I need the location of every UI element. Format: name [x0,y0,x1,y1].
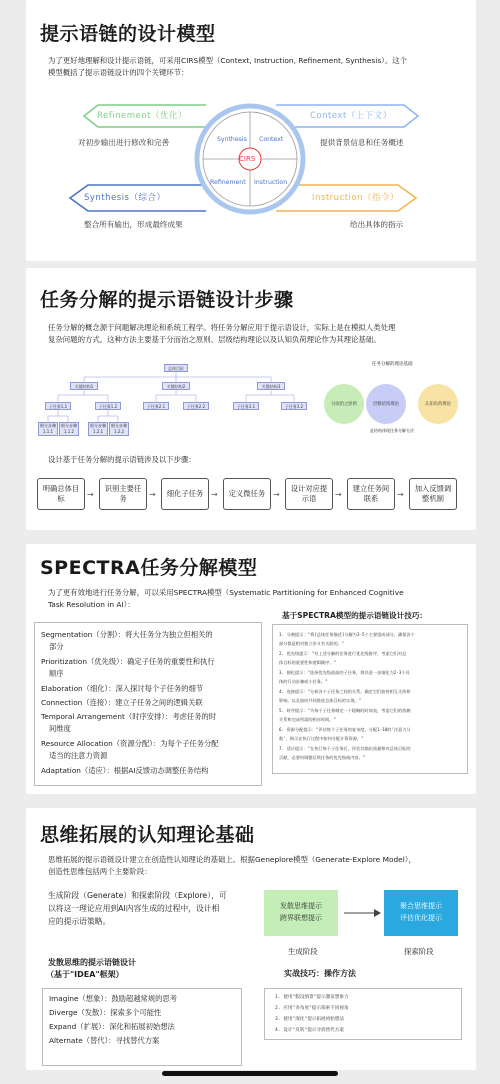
tree-l2-5: 子任务3.1 [233,402,259,410]
step-6: 建立任务间联系 [347,478,395,510]
cirs-title: 提示语链的设计模型 [40,23,216,45]
idea-list-box [42,988,242,1066]
generate-box [264,890,338,936]
cirs-intro-line2: 模型概括了提示语链设计的四个关键环节： [48,68,189,77]
tree-l1-3: 关键结构3 [257,382,285,390]
task-decomp-intro-line1: 任务分解的概念源于问题解决理论和系统工程学。将任务分解应用于提示语设计，实际上是在模拟人类处理 [48,323,396,332]
cirs-q-refinement: Refinement [210,179,246,186]
cirs-q-synthesis: Synthesis [217,136,247,143]
cognitive-intro-line1: 思维拓展的提示语链设计建立在创造性认知理论的基础上。根据Geneplore模型（Generate-Explore Model）， [48,855,416,864]
spectra-title: SPECTRA任务分解模型 [40,557,258,579]
cognitive-intro-line2: 创造性思维包括两个主要阶段： [48,867,152,876]
spectra-item: Adaptation（适应）：根据AI反馈动态调整任务结构 [41,766,209,775]
spectra-item-cont: 顺序 [49,669,64,678]
tree-l2-2: 子任务1.2 [95,402,121,410]
tip-line: 贡献，必要时调整后续任务的优先级或内容。" [279,755,366,760]
venn-circle-2: 层级结构理论 [366,384,406,424]
spectra-intro-line1: 为了更有效地进行任务分解，可以采用SPECTRA模型（Systematic Partitioning for Enhanced Cognitive [48,588,404,597]
spectra-item-cont: 适当的注意力资源 [49,751,108,760]
context-label: Context（上下文） [310,111,392,121]
refinement-label: Refinement（优化） [97,111,187,121]
instruction-label: Instruction（指令） [312,193,399,203]
explore-box [384,890,458,936]
venn-caption: 此结构体现任务分解方法 [370,428,414,433]
tip-line: 2. 优先级提示："对上述分解的任务进行优先级排序，考虑它们对总 [279,651,407,656]
tree-l2-6: 子任务3.2 [281,402,307,410]
task-decomp-intro-line2: 复杂问题的方式。这种方法主要基于分而治之原则、层级结构理论以及认知负荷理论作为其理论基础。 [48,335,381,344]
tree-l3-2: 细分步骤1.1.2 [61,423,77,434]
tree-l3-3: 细分步骤1.2.1 [90,423,106,434]
spectra-list-box [34,622,262,786]
cognitive-para-line2: 以将这一理论应用到AI内容生成的过程中，设计相 [48,904,220,913]
spectra-tips-box [272,624,468,774]
step-7: 加入反馈调整机制 [409,478,457,510]
practice-tip: 1. 使用"假设情景"提示激发想象力 [275,995,349,1000]
tree-l3-1: 细分步骤1.1.1 [40,423,56,434]
idea-item: Alternate（替代）：寻找替代方案 [49,1036,160,1045]
step-5: 设计对应提示语 [285,478,333,510]
tree-l2-4: 子任务2.2 [183,402,209,410]
cirs-q-context: Context [259,136,284,143]
idea-item: Expand（扩展）：深化和拓展初始想法 [49,1022,175,1031]
venn-circle-3: 认知负荷理论 [418,384,458,424]
spectra-item: Elaboration（细化）：深入探讨每个子任务的细节 [41,684,204,693]
spectra-item: Temporal Arrangement（时序安排）：考虑任务的时 [41,712,217,721]
explore-label: 探索阶段 [404,947,434,956]
spectra-item: Resource Allocation（资源分配）：为每个子任务分配 [41,739,219,748]
spectra-tips-title: 基于SPECTRA模型的提示语链设计技巧： [282,611,428,620]
spectra-item: Segmentation（分割）：将大任务分为独立但相关的 [41,630,213,639]
spectra-intro-line2: Task Resolution in AI）： [48,600,135,609]
context-desc: 提供背景信息和任务概述 [320,138,404,147]
explore-box-line: 评估优化提示 [400,914,442,922]
cognitive-title: 思维拓展的认知理论基础 [40,824,255,846]
idea-item: Imagine（想象）：鼓励超越常规的思考 [49,994,178,1003]
tree-l1-2: 关键结构2 [162,382,190,390]
idea-title-line2: （基于"IDEA"框架） [46,970,124,979]
tip-line: 7. 适应提示："在执行每个子任务后，评估其输出质量和对总体目标的 [279,746,411,751]
cirs-card [26,0,476,261]
generate-explore-arrow-icon [342,906,382,920]
cognitive-para-line1: 生成阶段（Generate）和探索阶段（Explore），可 [48,891,227,900]
tip-line: 部分都是相对独立但又有关联的。" [279,641,345,646]
generate-box-line: 跨界联想提示 [280,914,322,922]
step-4: 定义微任务 [223,478,271,510]
practice-tip: 2. 应用"多角度"提示探索不同视角 [275,1006,349,1011]
tree-l2-1: 子任务1.1 [45,402,71,410]
explore-box-line: 聚合思维提示 [400,902,442,910]
tree-l2-3: 子任务2.1 [143,402,169,410]
spectra-item-cont: 部分 [49,642,64,651]
tip-line: 体目标的重要性和逻辑顺序。" [279,660,336,665]
tip-line: 数'，指示在执行过程中如何分配计算资源。" [279,736,364,741]
step-arrow-icon: → [211,490,218,499]
step-1: 明确总体目标 [37,478,85,510]
tip-line: 影响，以及如何共同推进总体目标的实现。" [279,698,362,703]
cognitive-card [26,808,476,1070]
tip-line: 关系和完成所需的相对时间。" [279,717,336,722]
practice-tips-title: 实战技巧：操作方法 [284,969,356,978]
instruction-desc: 给出具体的指示 [350,220,404,229]
step-arrow-icon: → [87,490,94,499]
tip-line: 体的行动步骤或小任务。" [279,679,328,684]
cirs-q-instruction: Instruction [254,179,288,186]
tree-root: 总体目标 [164,364,188,372]
tip-line: 1. 分割提示："将[总体任务描述]分解为3-5个主要组成部分，确保各个 [279,632,415,637]
venn-title: 任务分解的理论基础 [372,362,413,367]
home-indicator[interactable] [162,1071,338,1076]
practice-tips-box [264,988,462,1040]
steps-intro: 设计基于任务分解的提示语链涉及以下步骤： [48,455,196,464]
tree-l1-1: 关键结构1 [70,382,98,390]
generate-label: 生成阶段 [288,947,318,956]
cirs-center-label: CIRS [239,155,256,163]
step-arrow-icon: → [149,490,156,499]
step-arrow-icon: → [397,490,404,499]
spectra-item: Prioritization（优先级）：确定子任务的重要性和执行 [41,657,215,666]
synthesis-desc: 整合所有输出，形成最终成果 [84,220,183,229]
generate-box-line: 发散思维提示 [280,902,322,910]
spectra-card [26,544,476,794]
idea-item: Diverge（发散）：探索多个可能性 [49,1008,162,1017]
task-decomp-title: 任务分解的提示语链设计步骤 [40,289,294,311]
spectra-item-cont: 间维度 [49,724,71,733]
step-arrow-icon: → [335,490,342,499]
synthesis-label: Synthesis（综合） [84,193,166,203]
practice-tip: 3. 使用"深化"提示拓展初始想法 [275,1017,344,1022]
practice-tip: 4. 设计"反转"提示寻找替代方案 [275,1028,344,1033]
step-arrow-icon: → [273,490,280,499]
tip-line: 6. 资源分配提示："评估每个子任务的复杂度，分配1-10的'注意力分 [279,727,411,732]
step-2: 识别主要任务 [99,478,147,510]
tip-line: 5. 时序提示："为每个子任务制定一个粗略的时间表，考虑它们的依赖 [279,708,411,713]
step-3: 细化子任务 [161,478,209,510]
tip-line: 4. 连接提示："分析各个子任务之间的关系，确定它们如何相互支持和 [279,689,411,694]
venn-circle-1: 分而治之原则 [324,384,364,424]
spectra-item: Connection（连接）：建立子任务之间的逻辑关联 [41,698,203,707]
tree-l3-4: 细分步骤1.2.2 [111,423,127,434]
cognitive-para-line3: 应的提示语策略。 [48,917,111,926]
cirs-intro-line1: 为了更好地理解和设计提示语链，可采用CIRS模型（Context, Instruction, Refinement, Synthesis）。这个 [48,56,408,65]
cirs-diagram [26,85,476,261]
idea-title-line1: 发散思维的提示语链设计 [48,958,136,967]
tip-line: 3. 细化提示："选择优先级最高的子任务，将其进一步细化为2-3个具 [279,670,410,675]
refinement-desc: 对初步输出进行修改和完善 [78,138,170,147]
